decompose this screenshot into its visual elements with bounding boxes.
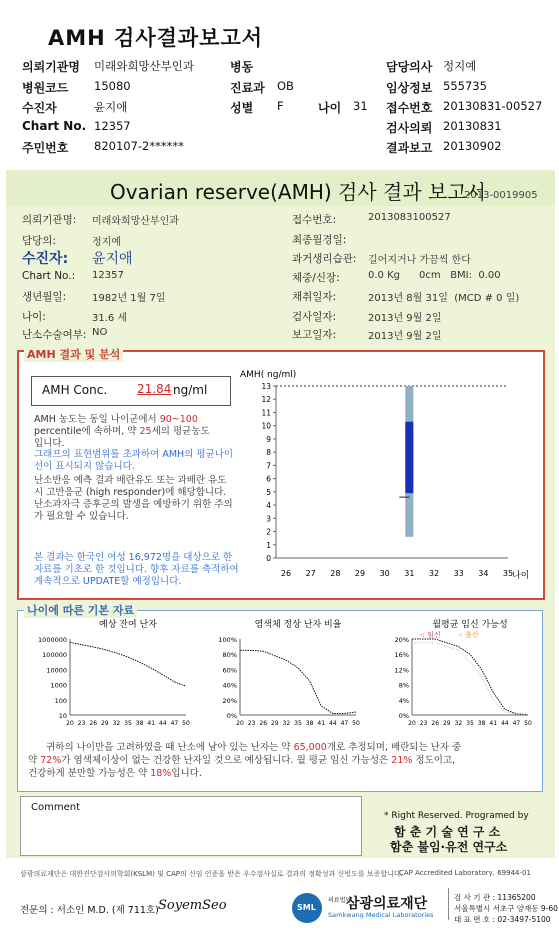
chart-x-tick-label: 44 <box>328 720 337 727</box>
chart-x-tick-label: 20 <box>236 720 244 727</box>
footer-lab-code: 검 사 기 관 : 11365200 <box>454 893 536 902</box>
amh-y-tick-label: 1 <box>266 540 271 550</box>
header-key2-0: 병동 <box>230 60 254 74</box>
info-value-r-5: 2013년 9월 2일 <box>368 313 442 324</box>
header-value-1: 15080 <box>94 79 131 93</box>
header-value3-4: 20130902 <box>443 139 502 153</box>
chart-y-tick-label: 100 <box>54 696 67 705</box>
chart-x-tick-label: 47 <box>170 720 179 727</box>
amh-x-tick-label: 27 <box>305 569 316 578</box>
amh-y-tick-label: 2 <box>266 527 271 537</box>
header-key-4: 주민번호 <box>22 141 69 155</box>
chart-y-tick-label: 100% <box>218 636 237 644</box>
amh-y-tick-label: 10 <box>261 421 271 431</box>
header-key2b-2: 나이 <box>318 101 342 115</box>
chart-x-tick-label: 38 <box>305 720 314 727</box>
header-key3-4: 결과보고 <box>386 141 433 155</box>
chart-x-tick-label: 29 <box>100 720 109 727</box>
chart-x-tick-label: 32 <box>454 720 463 727</box>
info-key-5: 나이: <box>22 311 46 323</box>
amh-x-tick-label: 34 <box>478 569 489 578</box>
chart-title: 월평균 임신 가능성 <box>432 620 508 630</box>
age-section-title: 나이에 따른 기본 자료 <box>24 602 137 618</box>
header-key-2: 수진자 <box>22 101 57 115</box>
chart-x-tick-label: 38 <box>135 720 144 727</box>
chart-x-tick-label: 41 <box>317 720 326 727</box>
info-value-r-3: 0.0 Kg 0cm BMI: 0.00 <box>368 270 501 281</box>
chart-x-tick-label: 26 <box>259 720 268 727</box>
page-title: AMH 검사결과보고서 <box>48 26 264 50</box>
header-key2-1: 진료과 <box>230 81 265 95</box>
remaining-eggs-chart <box>30 615 194 735</box>
chart-y-tick-label: 40% <box>222 681 237 690</box>
header-value2-2: F <box>277 99 284 113</box>
header-key-1: 병원코드 <box>22 81 69 95</box>
header-key3-1: 임상정보 <box>386 81 433 95</box>
info-value-5: 31.6 세 <box>92 313 128 324</box>
header-key-0: 의뢰기관명 <box>22 60 80 74</box>
info-key-r-2: 과거생리습관: <box>292 253 357 265</box>
header-key3-0: 담당의사 <box>386 60 433 74</box>
report-number: 2013-0019905 <box>464 190 538 201</box>
chart-y-tick-label: 100000 <box>42 651 67 660</box>
amh-x-tick-label: 33 <box>453 569 464 578</box>
info-key-r-0: 접수번호: <box>292 214 337 226</box>
chart-x-tick-label: 29 <box>270 720 279 727</box>
amh-y-tick-label: 12 <box>261 395 271 405</box>
chart-x-tick-label: 41 <box>147 720 156 727</box>
amh-y-tick-label: 0 <box>266 554 271 563</box>
header-value-3: 12357 <box>94 119 131 133</box>
chart-x-tick-label: 26 <box>89 720 98 727</box>
chart-x-tick-label: 35 <box>294 720 302 727</box>
chart-series-line <box>70 642 186 686</box>
report-title: Ovarian reserve(AMH) 검사 결과 보고서 <box>110 180 486 204</box>
info-key-r-5: 검사일자: <box>292 311 337 323</box>
chart-x-tick-label: 23 <box>77 720 86 727</box>
header-value-2: 윤지애 <box>94 100 128 114</box>
amh-y-tick-label: 5 <box>266 487 271 497</box>
info-key-r-6: 보고일자: <box>292 329 337 341</box>
org-label-small: 의료법인 <box>328 897 352 904</box>
footer-doctor: 전문의 : 서소인 M.D. (제 711호) <box>20 905 159 916</box>
amh-data-note: 본 결과는 한국인 여성 16,972명을 대상으로 한 자료를 기초로 한 것입니다. 향후 자료를 축적하여 계속적으로 UPDATE할 예정입니다. <box>34 552 239 587</box>
chart-y-tick-label: 10000 <box>46 666 67 675</box>
footer-phone: 대 표 번 호 : 02-3497-5100 <box>454 915 551 924</box>
header-key3-2: 접수번호 <box>386 101 433 115</box>
info-value-4: 1982년 1월 7일 <box>92 293 166 304</box>
info-key-0: 의뢰기관명: <box>22 214 77 226</box>
amh-y-tick-label: 13 <box>261 382 271 391</box>
info-value-r-6: 2013년 9월 2일 <box>368 331 442 342</box>
info-key-1: 담당의: <box>22 235 56 247</box>
age-summary-text: 귀하의 나이만을 고려하였을 때 난소에 남아 있는 난자는 약 65,000개로 추정되며, 배란되는 난자 중 약 72%가 염색체이상이 없는 건강한 난자일 것으로 예상됩니다. 월 평균 임신 가능성은 21% 정도이고, 건강하게 분만할 가능성은 약 18%입니다. <box>28 742 462 779</box>
chart-x-tick-label: 35 <box>466 720 474 727</box>
chart-x-tick-label: 50 <box>182 720 190 727</box>
header-value3-2: 20130831-00527 <box>443 99 543 113</box>
info-value-r-4: 2013년 8월 31일 (MCD # 0 일) <box>368 293 520 304</box>
header-value2b-2: 31 <box>353 99 368 113</box>
info-value-3: 12357 <box>92 270 124 281</box>
header-key-3: Chart No. <box>22 119 87 133</box>
amh-percentile-text: AMH 농도는 동일 나이군에서 90~100 percentile에 속하며, 약 25세의 평균농도 입니다. <box>34 414 210 449</box>
header-value-4: 820107-2****** <box>94 139 184 153</box>
amh-x-tick-label: 26 <box>280 569 292 578</box>
chart-x-tick-label: 44 <box>500 720 509 727</box>
chart-y-tick-label: 16% <box>394 651 409 660</box>
chart-series-line <box>412 639 528 715</box>
header-value3-1: 555735 <box>443 79 487 93</box>
chart-y-tick-label: 8% <box>398 681 409 690</box>
info-value-0: 미래와희망산부인과 <box>92 216 179 227</box>
chart-y-tick-label: 80% <box>222 651 237 660</box>
footer-note: 삼광의료재단은 대한진단검사의학회(KSLM) 및 CAP의 신임 인증을 받은 우수검사실로 결과의 정확성과 신빙도를 보증합니다. <box>20 870 403 878</box>
amh-conc-unit: ng/ml <box>173 383 208 397</box>
chart-x-tick-label: 23 <box>419 720 428 727</box>
chart-x-tick-label: 20 <box>408 720 416 727</box>
chart-x-tick-label: 47 <box>512 720 521 727</box>
amh-x-tick-label: 31 <box>404 569 415 578</box>
chart-y-tick-label: 1000000 <box>38 636 67 644</box>
info-value-r-0: 2013083100527 <box>368 212 451 223</box>
amh-y-tick-label: 9 <box>266 434 271 444</box>
info-key-r-3: 체중/신장: <box>292 272 340 284</box>
chart-x-tick-label: 29 <box>442 720 451 727</box>
chart-x-tick-label: 32 <box>282 720 291 727</box>
info-key-r-1: 최종월경일: <box>292 234 347 246</box>
rights-institute-2: 함춘 불임·유전 연구소 <box>390 840 508 854</box>
chart-y-tick-label: 12% <box>394 666 409 675</box>
chart-x-tick-label: 50 <box>352 720 360 727</box>
comment-box <box>20 796 362 856</box>
chart-y-tick-label: 0% <box>398 712 409 720</box>
info-key-r-4: 채취일자: <box>292 291 337 303</box>
comment-label: Comment <box>31 802 80 813</box>
amh-y-tick-label: 8 <box>266 448 271 458</box>
chart-series-line <box>240 650 356 713</box>
normal-egg-ratio-chart <box>200 615 364 735</box>
amh-chart <box>236 362 536 590</box>
amh-x-axis-label: 나이 <box>512 571 530 581</box>
sml-logo-icon: SML <box>292 893 322 923</box>
header-value3-0: 정지예 <box>443 59 477 73</box>
org-name-en: Samkwang Medical Laboratories <box>328 911 434 919</box>
header-value-0: 미래와희망산부인과 <box>94 59 194 73</box>
info-value-2: 윤지애 <box>92 251 133 267</box>
chart-y-tick-label: 10 <box>58 712 67 720</box>
chart-title: 예상 잔여 난자 <box>99 620 157 630</box>
chart-y-tick-label: 4% <box>398 696 409 705</box>
amh-y-tick-label: 3 <box>266 514 271 524</box>
pregnancy-chance-chart <box>372 615 536 735</box>
info-key-2: 수진자: <box>22 251 69 267</box>
footer-address: 서울특별시 서초구 양재동 9-60 <box>454 904 558 913</box>
header-value3-3: 20130831 <box>443 119 502 133</box>
legend-birth: -: 출산 <box>458 631 479 639</box>
rights-line: * Right Reserved. Programed by <box>384 811 529 821</box>
amh-y-tick-label: 11 <box>261 408 271 418</box>
info-key-4: 생년월일: <box>22 291 67 303</box>
amh-conc-box <box>31 376 231 406</box>
amh-response-text: 난소반응 예측 결과 배란유도 또는 과배란 유도시 고반응군 (high responder)에 해당합니다. 난소과자극 증후군의 발생을 예방하기 위한 주의가 필요할 수 있습니다. <box>34 475 233 522</box>
doctor-signature: SoyemSeo <box>158 898 227 913</box>
org-name: 삼광의료재단 <box>346 896 428 912</box>
header-value2-1: OB <box>277 79 294 93</box>
info-key-3: Chart No.: <box>22 270 76 282</box>
amh-y-tick-label: 4 <box>266 501 271 511</box>
footer-divider <box>448 888 449 920</box>
chart-y-tick-label: 20% <box>222 696 237 705</box>
chart-y-tick-label: 60% <box>222 666 237 675</box>
amh-x-tick-label: 29 <box>354 569 366 578</box>
amh-range-note: 그래프의 표현범위를 초과하여 AMH의 평균나이선이 표시되지 않습니다. <box>34 449 234 472</box>
amh-x-tick-label: 28 <box>330 569 341 578</box>
chart-x-tick-label: 41 <box>489 720 498 727</box>
info-value-6: NO <box>92 327 108 338</box>
chart-x-tick-label: 44 <box>158 720 167 727</box>
chart-x-tick-label: 32 <box>112 720 121 727</box>
amh-x-tick-label: 32 <box>428 569 440 578</box>
chart-x-tick-label: 38 <box>477 720 486 727</box>
chart-x-tick-label: 50 <box>524 720 532 727</box>
chart-x-tick-label: 26 <box>431 720 440 727</box>
header-key2-2: 성별 <box>230 101 254 115</box>
amh-range-bar-core <box>405 422 413 493</box>
chart-x-tick-label: 47 <box>340 720 349 727</box>
rights-institute-1: 함 춘 기 술 연 구 소 <box>394 825 501 839</box>
info-value-1: 정지예 <box>92 237 121 248</box>
amh-y-tick-label: 6 <box>266 474 271 484</box>
amh-conc-value: 21.84 <box>137 382 172 396</box>
amh-y-tick-label: 7 <box>266 461 271 471</box>
chart-y-tick-label: 1000 <box>50 681 67 690</box>
info-value-r-2: 길어지거나 가끔씩 한다 <box>368 255 471 266</box>
legend-pregnancy: -: 임신 <box>420 631 441 639</box>
footer-cap: CAP Accredited Laboratory, 69944-01 <box>399 869 531 877</box>
amh-x-tick-label: 30 <box>379 569 390 578</box>
chart-x-tick-label: 20 <box>66 720 74 727</box>
chart-title: 염색체 정상 난자 비율 <box>254 620 342 630</box>
chart-x-tick-label: 35 <box>124 720 132 727</box>
amh-section-title: AMH 결과 및 분석 <box>24 346 123 362</box>
chart-y-tick-label: 20% <box>394 636 409 644</box>
amh-y-axis-label: AMH( ng/ml) <box>240 370 297 380</box>
amh-conc-label: AMH Conc. <box>42 383 108 397</box>
chart-x-tick-label: 23 <box>247 720 256 727</box>
chart-y-tick-label: 0% <box>226 712 237 720</box>
amh-x-tick-label: 35 <box>502 569 514 578</box>
header-key3-3: 검사의뢰 <box>386 121 433 135</box>
info-key-6: 난소수술여부: <box>22 329 87 341</box>
chart-series-line <box>412 643 528 715</box>
